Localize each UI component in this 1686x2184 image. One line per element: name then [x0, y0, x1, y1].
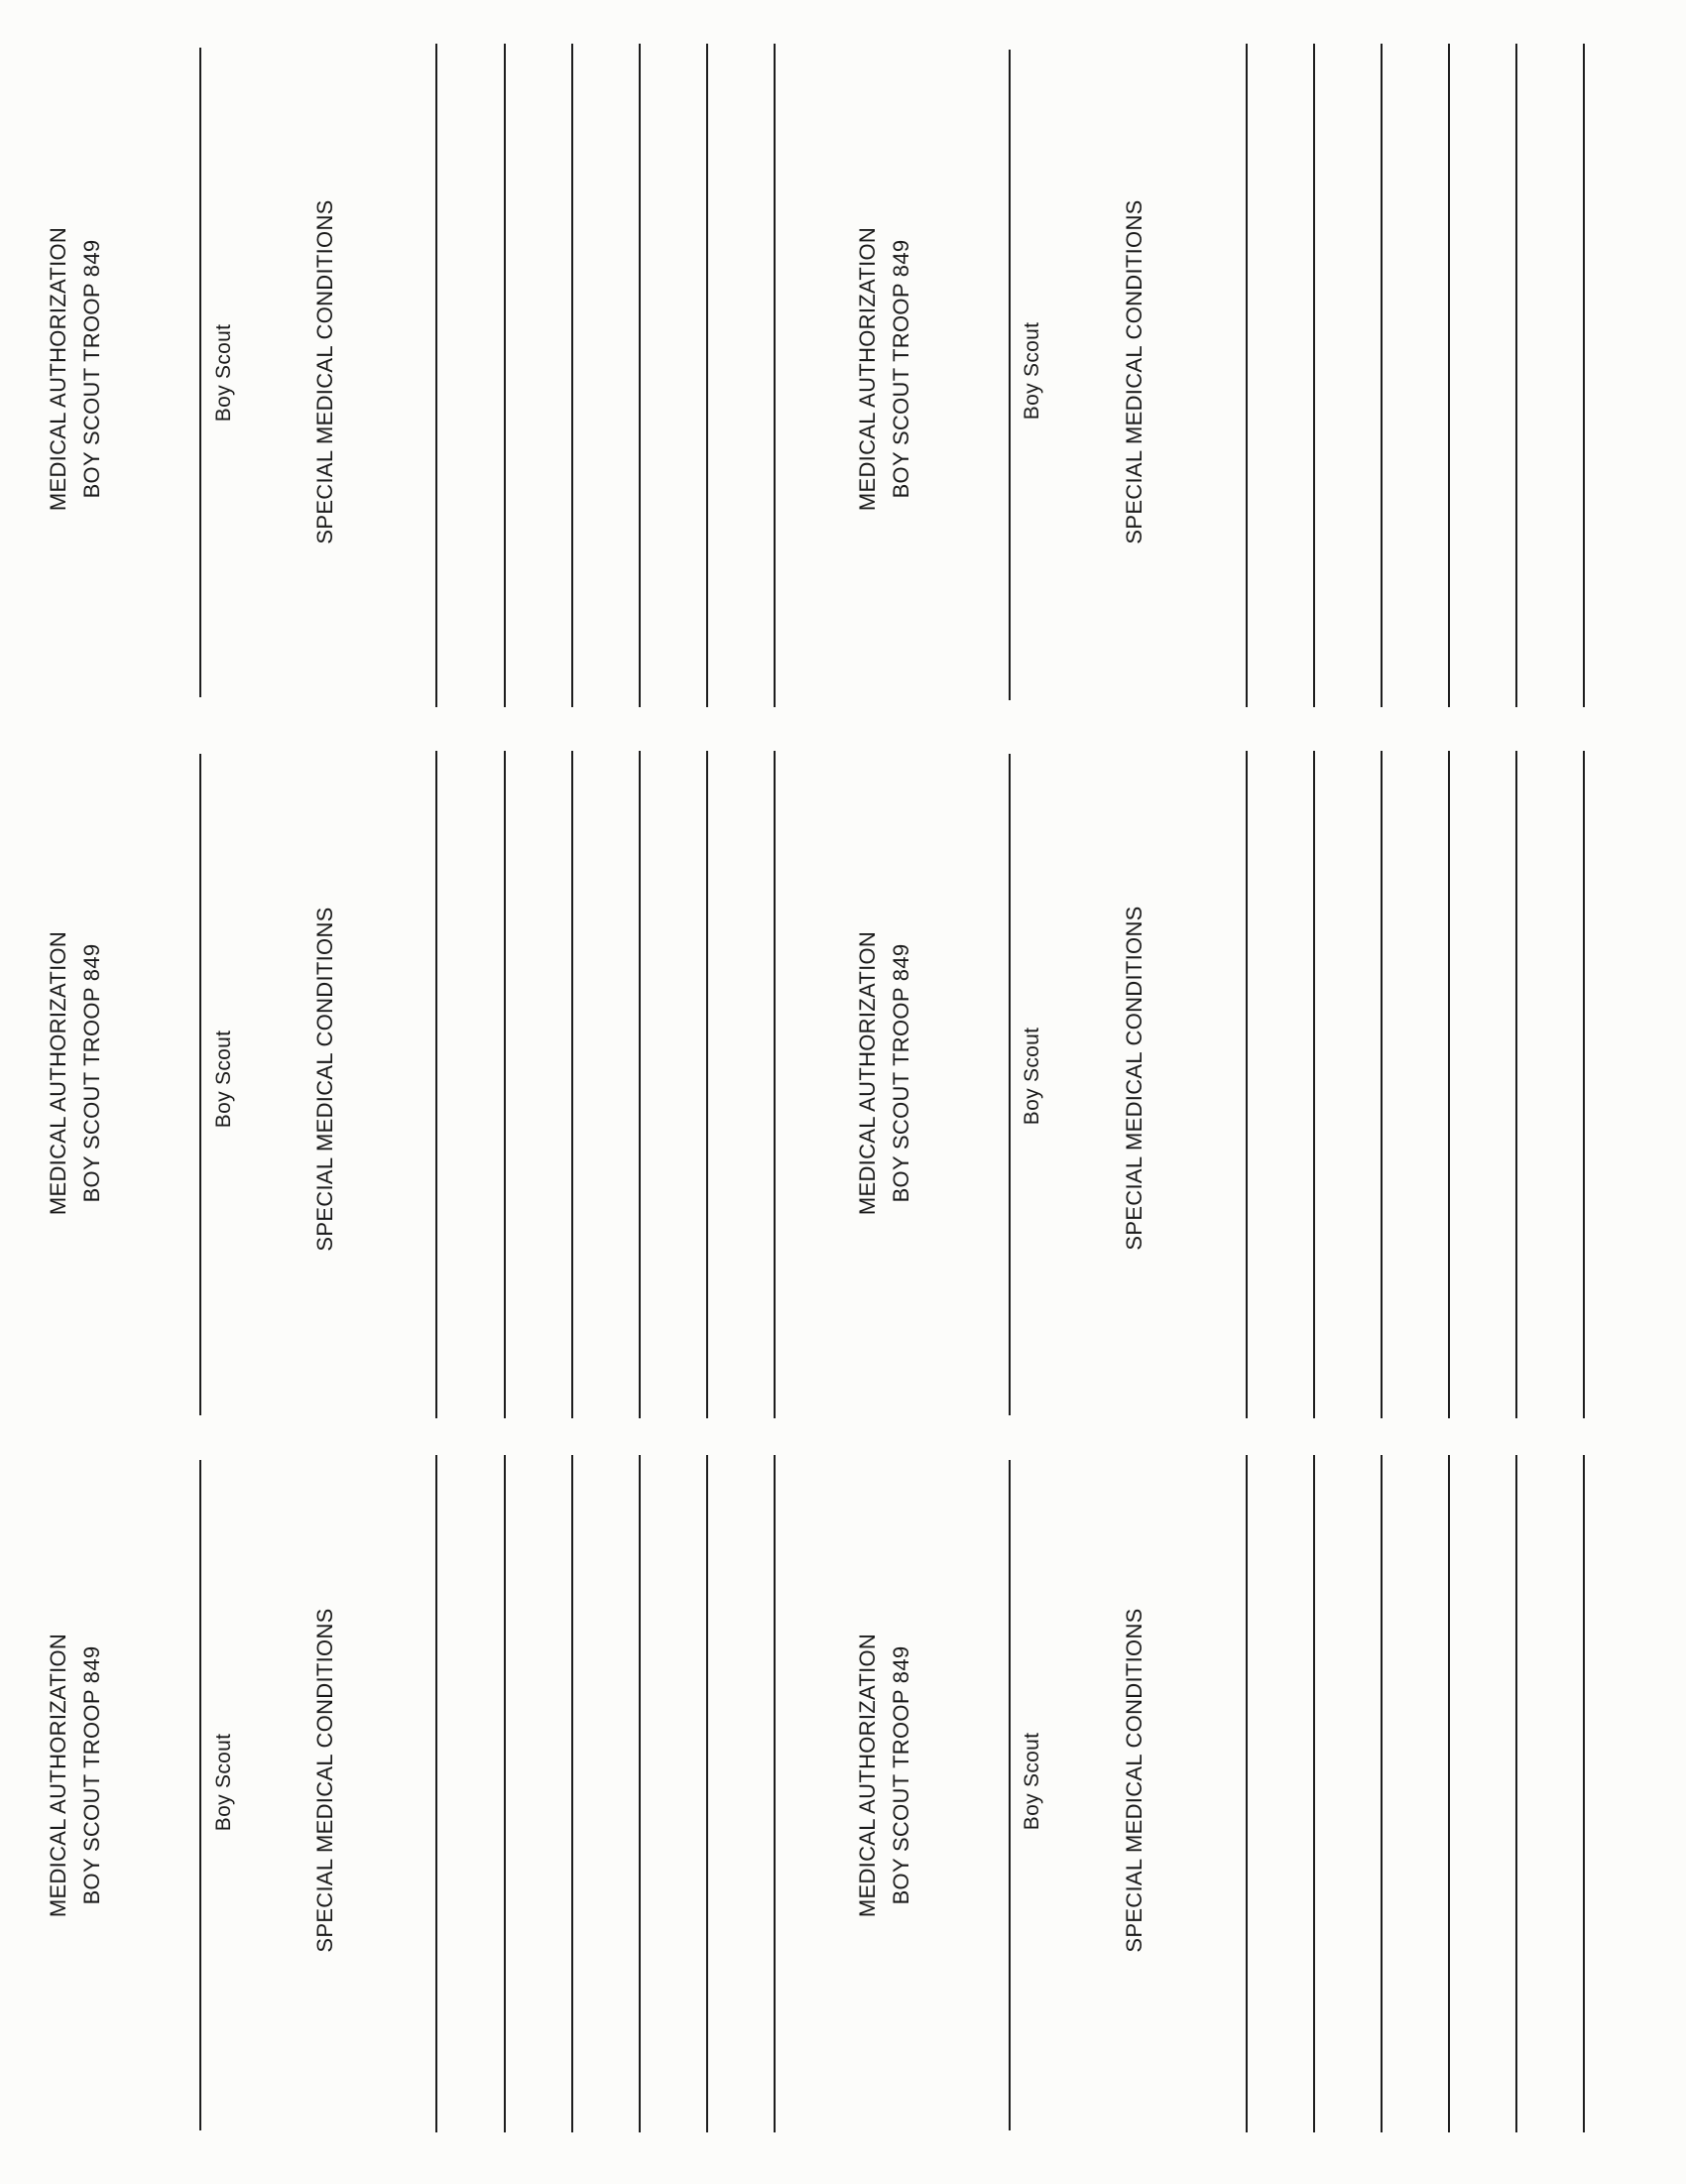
scout-label: Boy Scout [1021, 1732, 1043, 1831]
conditions-label: SPECIAL MEDICAL CONDITIONS [312, 1608, 337, 1953]
scout-label: Boy Scout [212, 323, 235, 423]
card-title: MEDICAL AUTHORIZATION [46, 1633, 70, 1918]
card-troop: BOY SCOUT TROOP 849 [889, 1645, 913, 1905]
conditions-label: SPECIAL MEDICAL CONDITIONS [312, 907, 337, 1252]
conditions-label: SPECIAL MEDICAL CONDITIONS [1122, 199, 1146, 545]
card-heading [851, 931, 918, 1215]
card-title: MEDICAL AUTHORIZATION [855, 930, 880, 1216]
scout-label: Boy Scout [212, 1733, 235, 1832]
card-column-right [805, 0, 1611, 2184]
card-title: MEDICAL AUTHORIZATION [855, 1633, 880, 1918]
card-title: MEDICAL AUTHORIZATION [855, 226, 880, 512]
card-troop: BOY SCOUT TROOP 849 [79, 943, 104, 1203]
scout-label: Boy Scout [1021, 1027, 1043, 1126]
card-title: MEDICAL AUTHORIZATION [46, 930, 70, 1216]
card-troop: BOY SCOUT TROOP 849 [889, 943, 913, 1203]
scout-label: Boy Scout [212, 1030, 235, 1129]
conditions-label: SPECIAL MEDICAL CONDITIONS [1122, 1608, 1146, 1953]
card-troop: BOY SCOUT TROOP 849 [79, 239, 104, 499]
card-troop: BOY SCOUT TROOP 849 [889, 239, 913, 499]
conditions-label: SPECIAL MEDICAL CONDITIONS [312, 199, 337, 545]
card-heading [851, 1634, 918, 1917]
card-title: MEDICAL AUTHORIZATION [46, 226, 70, 512]
scout-label: Boy Scout [1021, 321, 1043, 421]
card-heading [851, 227, 918, 511]
conditions-label: SPECIAL MEDICAL CONDITIONS [1122, 906, 1146, 1251]
card-troop: BOY SCOUT TROOP 849 [79, 1645, 104, 1905]
